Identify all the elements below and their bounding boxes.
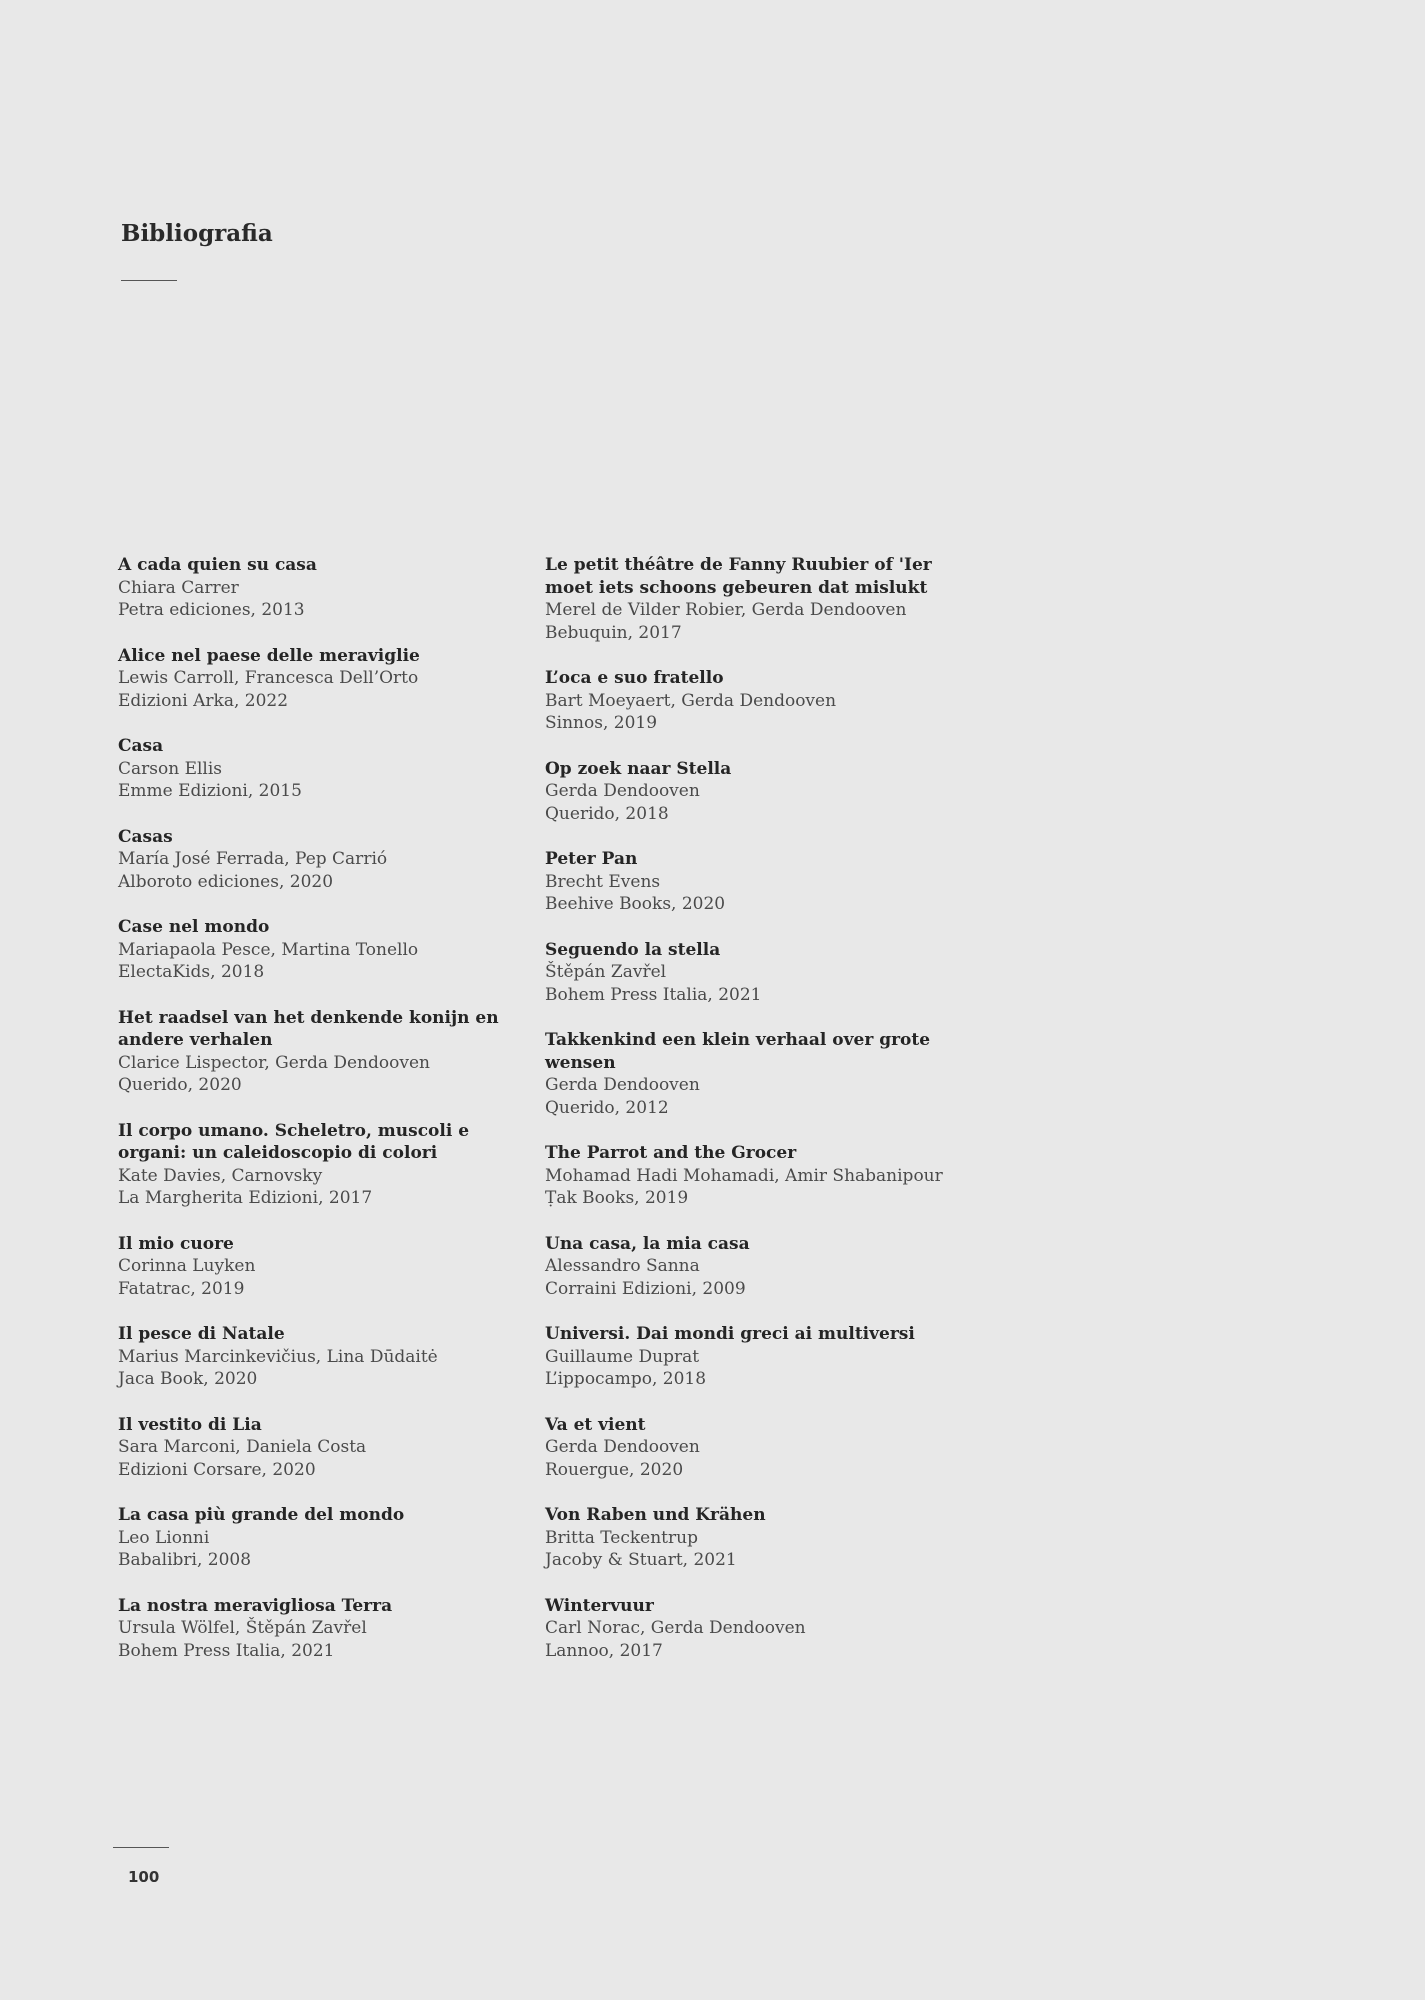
entry-title: Va et vient (545, 1414, 646, 1435)
entry-publisher: Lannoo, 2017 (545, 1640, 663, 1661)
bibliography-entry (118, 735, 538, 803)
bibliography-entry (545, 1029, 975, 1119)
entry-publisher: Corraini Edizioni, 2009 (545, 1278, 746, 1299)
entry-authors: Ursula Wölfel, Štěpán Zavřel (118, 1618, 367, 1638)
entry-authors: Leo Lionni (118, 1527, 210, 1548)
entry-authors: Kate Davies, Carnovsky (118, 1165, 323, 1186)
entry-publisher: Querido, 2012 (545, 1097, 669, 1118)
bibliography-entry (118, 645, 538, 713)
bibliography-entry (545, 939, 975, 1007)
entry-title: Le petit théâtre de Fanny Ruubier of 'Ier moet iets schoons gebeuren dat mislukt (545, 555, 932, 598)
entry-publisher: Querido, 2020 (118, 1075, 242, 1095)
entry-title: A cada quien su casa (118, 555, 317, 575)
entry-publisher: Petra ediciones, 2013 (118, 600, 305, 620)
entry-title: The Parrot and the Grocer (545, 1143, 797, 1163)
entry-title: Peter Pan (545, 849, 638, 869)
entry-authors: Lewis Carroll, Francesca Dell’Orto (118, 668, 419, 688)
bibliography-entry (118, 1504, 538, 1572)
bibliography-entry (545, 1414, 975, 1482)
entry-title: Il mio cuore (118, 1233, 234, 1254)
bibliography-entry (118, 554, 538, 622)
entry-authors: Sara Marconi, Daniela Costa (118, 1437, 367, 1457)
bibliography-left-column (118, 554, 538, 1685)
entry-title: Universi. Dai mondi greci ai multiversi (545, 1324, 915, 1344)
bibliography-entry (545, 667, 975, 735)
entry-title: Una casa, la mia casa (545, 1233, 750, 1254)
entry-publisher: Jaca Book, 2020 (118, 1369, 258, 1389)
entry-authors: Carson Ellis (118, 758, 223, 779)
entry-title: Case nel mondo (118, 917, 270, 937)
entry-title: L’oca e suo fratello (545, 668, 724, 688)
entry-authors: Gerda Dendooven (545, 781, 700, 801)
footer-divider (113, 1847, 169, 1848)
entry-authors: Corinna Luyken (118, 1256, 256, 1276)
entry-authors: Mariapaola Pesce, Martina Tonello (118, 939, 419, 960)
entry-authors: Chiara Carrer (118, 577, 239, 598)
entry-title: Il vestito di Lia (118, 1414, 262, 1435)
bibliography-entry (118, 1233, 538, 1301)
entry-publisher: Ṭak Books, 2019 (545, 1188, 689, 1208)
entry-authors: Alessandro Sanna (545, 1256, 700, 1276)
page-number: 100 (128, 1868, 160, 1886)
entry-publisher: Alboroto ediciones, 2020 (118, 871, 334, 892)
entry-publisher: Babalibri, 2008 (118, 1550, 252, 1570)
entry-publisher: Bebuquin, 2017 (545, 622, 682, 643)
entry-publisher: Jacoby & Stuart, 2021 (545, 1550, 737, 1570)
entry-publisher: Bohem Press Italia, 2021 (118, 1640, 335, 1661)
bibliography-entry (118, 1120, 538, 1210)
entry-publisher: Fatatrac, 2019 (118, 1278, 245, 1299)
entry-title: Casa (118, 736, 164, 756)
entry-authors: Štěpán Zavřel (545, 962, 667, 982)
entry-publisher: Edizioni Corsare, 2020 (118, 1459, 316, 1480)
entry-title: Il corpo umano. Scheletro, muscoli e organi: un caleidoscopio di colori (118, 1120, 470, 1163)
bibliography-entry (545, 1233, 975, 1301)
entry-title: Seguendo la stella (545, 939, 721, 960)
entry-authors: Carl Norac, Gerda Dendooven (545, 1618, 806, 1638)
entry-authors: María José Ferrada, Pep Carrió (118, 849, 388, 869)
entry-authors: Britta Teckentrup (545, 1527, 698, 1548)
bibliography-entry (118, 1595, 538, 1663)
entry-publisher: Querido, 2018 (545, 803, 669, 824)
entry-publisher: Rouergue, 2020 (545, 1459, 684, 1480)
entry-publisher: Beehive Books, 2020 (545, 894, 726, 914)
entry-authors: Marius Marcinkevičius, Lina Dūdaitė (118, 1346, 438, 1367)
bibliography-entry (545, 1504, 975, 1572)
entry-publisher: Sinnos, 2019 (545, 713, 658, 733)
entry-title: Il pesce di Natale (118, 1324, 285, 1344)
entry-publisher: L’ippocampo, 2018 (545, 1369, 707, 1389)
entry-title: La nostra meravigliosa Terra (118, 1595, 393, 1616)
bibliography-entry (545, 1595, 975, 1663)
entry-title: Von Raben und Krähen (545, 1505, 766, 1525)
bibliography-entry (545, 1142, 975, 1210)
bibliography-entry (118, 1323, 538, 1391)
page-title: Bibliografia (121, 220, 273, 247)
title-divider (121, 280, 177, 281)
entry-publisher: Emme Edizioni, 2015 (118, 781, 302, 801)
entry-authors: Gerda Dendooven (545, 1075, 700, 1095)
entry-authors: Bart Moeyaert, Gerda Dendooven (545, 690, 837, 711)
bibliography-entry (118, 1414, 538, 1482)
entry-authors: Brecht Evens (545, 871, 661, 892)
entry-title: Wintervuur (545, 1595, 654, 1616)
entry-authors: Merel de Vilder Robier, Gerda Dendooven (545, 600, 907, 620)
bibliography-entry (118, 1007, 538, 1097)
entry-title: Casas (118, 826, 173, 847)
bibliography-right-column (545, 554, 975, 1685)
entry-title: Het raadsel van het denkende konijn en andere verhalen (118, 1007, 499, 1050)
bibliography-entry (545, 758, 975, 826)
entry-authors: Clarice Lispector, Gerda Dendooven (118, 1052, 430, 1073)
bibliography-entry (545, 848, 975, 916)
entry-title: Op zoek naar Stella (545, 758, 732, 779)
entry-title: Takkenkind een klein verhaal over grote wensen (545, 1030, 931, 1073)
entry-publisher: Bohem Press Italia, 2021 (545, 984, 762, 1005)
entry-title: Alice nel paese delle meraviglie (118, 645, 420, 666)
entry-publisher: Edizioni Arka, 2022 (118, 690, 289, 711)
entry-authors: Mohamad Hadi Mohamadi, Amir Shabanipour (545, 1165, 943, 1186)
bibliography-entry (545, 554, 975, 644)
entry-authors: Guillaume Duprat (545, 1346, 700, 1367)
entry-publisher: La Margherita Edizioni, 2017 (118, 1188, 373, 1208)
entry-authors: Gerda Dendooven (545, 1437, 700, 1457)
bibliography-entry (118, 916, 538, 984)
entry-title: La casa più grande del mondo (118, 1505, 405, 1525)
entry-publisher: ElectaKids, 2018 (118, 962, 265, 982)
bibliography-entry (118, 826, 538, 894)
bibliography-entry (545, 1323, 975, 1391)
